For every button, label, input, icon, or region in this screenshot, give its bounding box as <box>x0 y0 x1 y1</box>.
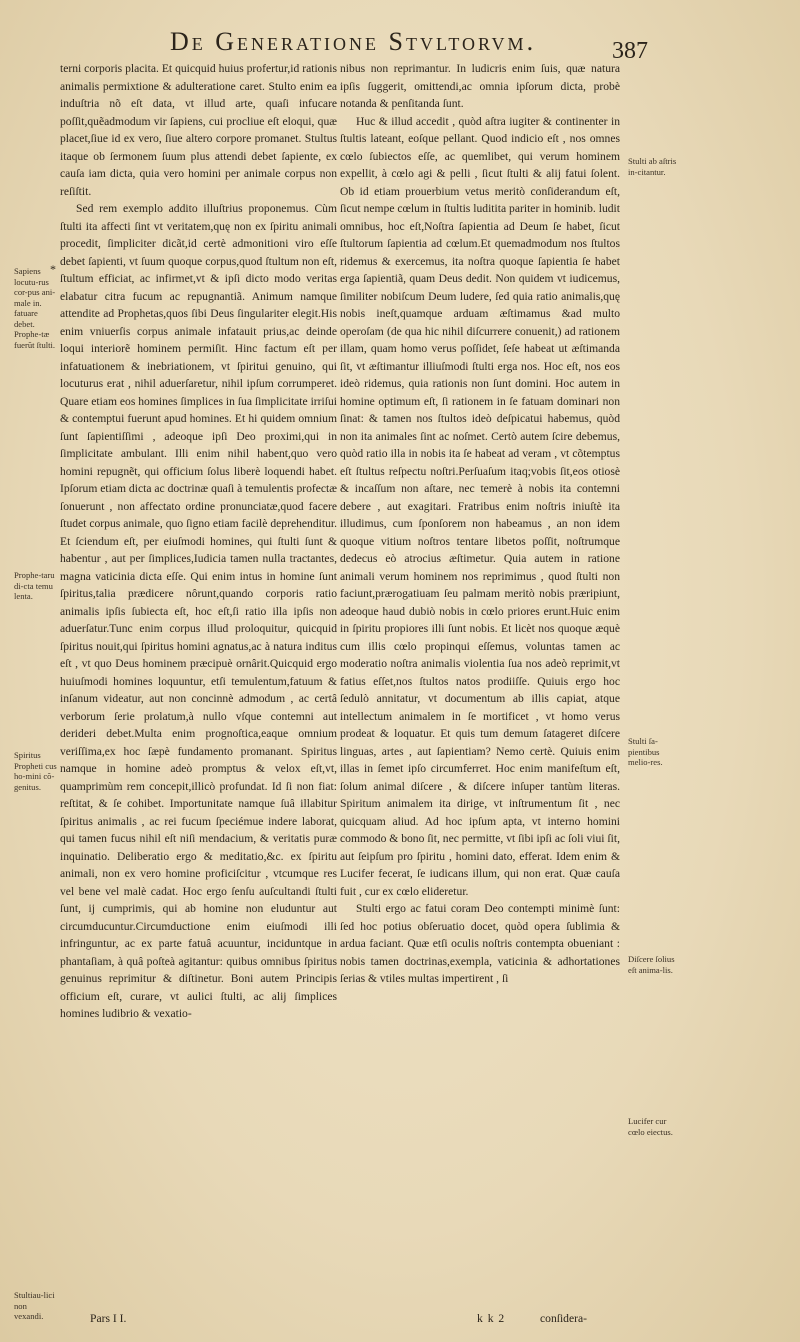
margin-note: Stulti ſa-pientibus melio-res. <box>628 736 663 767</box>
asterisk-icon: * <box>50 262 56 276</box>
paragraph: Stulti ergo ac fatui coram Deo contempti minimè ſunt: ſed hoc potius obſeruatio docet, quòd opera ſublimia & ardua faciant. Quæ etſi oculis noſtris contempta obueniant : nobis tamen doctrinas,exempla, vaticinia & adhortationes ſerias & vtiles multas impertirent , ſi <box>340 902 620 985</box>
margin-note: Sapiens locutu-rus cor-pus ani-male in. fatuare debet. Prophe-tæ fuerũt ſtulti. <box>14 266 56 350</box>
paragraph: Sed rem exemplo addito illuſtrius proponemus. Cùm ſtulti ita affecti ſint vt veritatem,quę non ex ſpiritu animali procedit, ſimpliciter dicãt,id certè admonitioni viro eſſe debet ſapienti, vt ſuum quoque corpus,quod ſtultum non eſt, ſtultum efficiat, ac infirmet,vt & ipſi dicto modo veritas elabatur citra fucum ac repugnantiã. Animum namque attendite ad Prophetas,quos ſibi Deus ſingulariter elegit.His enim vniuerſis corpus animale infatauit prius,ac deinde loqui interiorẽ hominem permiſit. Hinc factum eſt per infatuationem & inebriationem, vt ſpiritui genuino, qui locuturus erat , nihil aduerſaretur, nihil ipſum corrumperet. Quare etiam eos homines ſimplices in ſua ſimplicitate irriſui & contemptui fuerunt apud homines. Et hi quidem omnium ſunt ſapientiſſimi , adeoque ipſi Deo proximi,qui in ſimplicitate ambulant. Illi enim nihil habent,quo vero homini repugnẽt, qui officium ſolus liberè loquendi habet. Ipſorum etiam dicta ac doctrinæ quaſi à temulentis profectæ ſonuerunt , non affectato ordine pronunciatæ,quod facere ſtudet corpus animale, quo ſigno etiam facilè deprehenditur. Et ſciendum eſt, per eiuſmodi homines, qui ſtulti ſunt & habentur , aut per ſimplices,Iudicia tamen nulla tractantes, magna vaticinia dicta eſſe. Qui enim intus in homine ſunt ſpiritus,talia prædicere nôrunt,quando corporis ratio animalis ipſis ſubiecta eſt, hoc eſt,ſi ratio illa ipſis non aduerſatur.Tunc enim corpus illud proloquitur, quicquid ſpiritus nouit,qui ſpiritus homini agnatus,ac à natura inditus eſt , vt quo Deus hominem præcipuè ornârit.Quicquid ergo huiuſmodi homines loquuntur, etſi temulentum,fatuum & inſanum videatur, aut non concinnè admodum , ac certâ verborum ſerie prolatum,à nullo vſque contemni aut derideri debet.Multa enim prognoſtica,eaque omnium veriſſima,ex hoc ſæpè fundamento promanant. Spiritus namque in homine adeò promptus & velox eſt,vt, quamprimùm rem concepit,illicò profundat. Id ſi non fiat: reſtitat, & ſe cohibet. Importunitate namque ſuâ illabitur ſpiritus animalis , ac rei fucum ſpeciémue indere laborat, qui tamen fucus nihil eſt niſi mendacium, & veritatis puræ inquinatio. Deliberatio ergo & meditatio,&c. ex ſpiritu animali, non ex vero homine proficiſcitur , vtcumque res vel bene vel malè cadat. Hoc ergo ſenſu auſcultandi ſtulti ſunt, ij cumprimis, qui ab homine non eluduntur aut circumducuntur.Circumductione enim eiuſmodi illi infringuntur, ac ex parte fatuâ acuuntur, inciduntque in phantaſiam, à quâ poſteà agitantur: quibus omnibus ſpiritus genuinus reprimitur & diſtinetur. Boni autem Principis officium eſt, curare, vt aulici ſtulti, ac alij ſimplices homines ludibrio & vexatio- <box>60 202 337 1020</box>
paragraph: Huc & illud accedit , quòd aſtra iugiter & continenter in ſtultis lateant, eoſque pellant. Quod indicio eſt , nos omnes cœlo ſubiectos eſſe, ac quemlibet, qui verum hominem expellit, à cœlo agi & pelli , ſicut ſtulti & alij fatui ſolent. Ob id etiam prouerbium vetus meritò conſiderandum eſt, ſicut nempe cœlum in ſtultis luditita pariter in hominib. ludit omnibus, hoc eſt,Noſtra ſapientia ad Deum ſe habet, ſicut ſtultorum ſapientia ad cœlum.Et quemadmodum nos ſtultos ridemus & exercemus, ita noſtra quoque ſapientia ſe habet erga ſapientiã, quam Deus dedit. Non quidem vt iudicemus, ſimiliter nobiſcum Deum ludere, ſed quia ratio animalis,quę nobis ineſt,quamque arduam æſtimamus &ad multo operoſam (de qua hic nihil diſcurrere conuenit,) ad rationem illam, quam homo verus poſſidet, ſeſe habeat ut æſtimanda ſit, vt æſtimantur illiuſmodi ſtulti erga nos. Hoc eſt, nos eos ideò ridemus, quia rationis non ſunt domini. Hoc autem in homine optimum eſt, ſi rationem in ſe fatuam dominari non ſinat: & tamen nos ſtultos ideò deſpicatui habemus, quòd non ita animales ſint ac noſmet. Certò autem ſcire debemus, quòd ratio illa in nobis ita ſe habeat ad veram , vt cõtemptus eſt ſtultus reſpectu noſtri.Perſuaſum itaq;vobis ſit,eos otiosè & incaſſum non aſtare, nec temerè à nobis ita contemni debere , aut exagitari. Fratribus enim noſtris iniuſtè ita illudimus, cum ſponſorem non habeamus , an non idem quoque vitium noſtros tentare libetos poſſit, noſtrumque dedecus eò atrocius æſtimetur. Quia autem in ratione animali verum hominem nos reprimimus , quod ſtulti non faciunt,prærogatiuam ſeu palmam meritò nobis præripiunt, adeoque haud dubiò nobis in cœlo priores erunt.Huic enim in ſpiritu propiores illi ſunt nobis. Et licèt nos quoque æquè cum illis cœlo propinqui eſſemus, voluntas tamen ac moderatio noſtra animalis violentia ſua nos adeò reprimit,vt fatius eſſet,nos ſtultos natos prodiiſſe. Quiuis ergo hoc ſedulò annitatur, vt documentum ab illis capiat, atque intellectum animalem in ſe mortificet , vt homo verus prodeat & loquatur. Et quis tum demum ſatageret diſcere linguas, artes , aut ſapientiam? Nemo certè. Quiuis enim illas in ſemet ipſo circumferret. Hoc enim manifeſtum eſt, ſolum animal diſcere , & diſcere inſuper tantùm literas. Spiritum animalem ita dirige, vt inſtrumentum ſit , nec quicquam aliud. Ad hoc ipſum apta, vt interno homini commodo & bono ſit, nec permitte, vt ſibi ipſi ac ſoli viui ſit, aut ſeipſum pro ſpiritu , homini dato, efferat. Idem enim & Lucifer fecerat, ſe iudicans illum, qui non erat. Quæ cauſa fuit , cur ex cœlo elideretur. <box>340 114 620 898</box>
margin-note: Lucifer cur cœlo eiectus. <box>628 1116 673 1137</box>
paragraph: nibus non reprimantur. In ludicris enim ſuis, quæ natura ipſis ſuggerit, omittendi,ac omnia ipſorum dicta, probè notanda & penſitanda ſunt. <box>340 62 620 110</box>
catchword: conſidera- <box>540 1312 587 1325</box>
margin-note: Prophe-taru di-cta temu lenta. <box>14 570 55 601</box>
quire-mark: k k 2 <box>477 1312 506 1325</box>
right-column <box>340 60 620 1305</box>
margin-note: Diſcere ſolius eſt anima-lis. <box>628 954 675 975</box>
margin-note: Stultiau-lici non vexandi. <box>14 1290 55 1321</box>
left-column <box>60 60 337 1305</box>
page-number: 387 <box>612 38 648 64</box>
running-head: De Generatione Stvltorvm. <box>170 27 537 56</box>
signature-mark: Pars I I. <box>90 1312 127 1325</box>
paragraph: terni corporis placita. Et quicquid huius profertur,id rationis animalis permixtione & adulteratione caret. Stulto enim ea induſtria nõ eſt data, vt illud arte, quaſi infucare poſſit,quẽadmodum vir ſapiens, cui procliue eſt eloqui, quæ placet,ſiue id ex vero, ſiue altero corpore promanet. Stultus itaque ob ſermonem ſuum plus attendi debet ſapiente, ex cauſa iam dicta, quia vero homini per animale corpus non reſiſtit. <box>60 62 337 198</box>
margin-note: Spiritus Propheti cus ho-mini cõ-genitus. <box>14 750 57 792</box>
margin-note: Stulti ab aſtris in-citantur. <box>628 156 677 177</box>
